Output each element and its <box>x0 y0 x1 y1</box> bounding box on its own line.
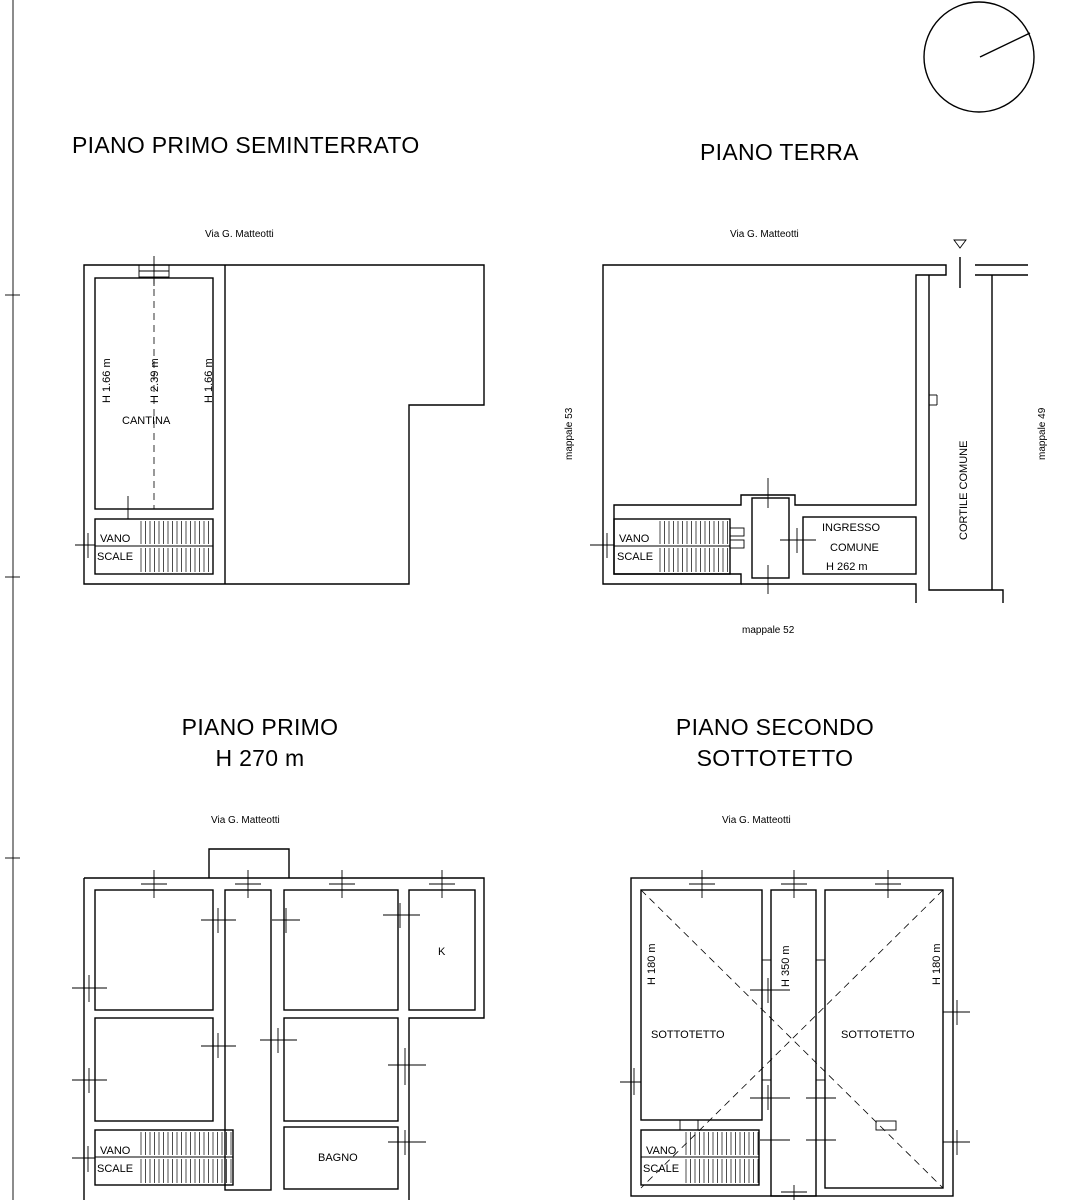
street-label-ground: Via G. Matteotti <box>730 229 799 240</box>
basement-height-left: H 1.66 m <box>101 358 113 403</box>
ground-vano: VANO <box>619 533 650 545</box>
north-arrow-icon <box>924 2 1034 112</box>
plan-ground <box>564 229 1048 636</box>
first-room-kitchen: K <box>438 946 446 958</box>
title-piano-terra: PIANO TERRA <box>700 139 859 165</box>
second-room-right: SOTTOTETTO <box>841 1029 915 1041</box>
second-height-right: H 180 m <box>931 943 943 985</box>
plan-first <box>72 815 484 1200</box>
basement-height-right: H 1.66 m <box>203 358 215 403</box>
title-piano-primo-seminterrato: PIANO PRIMO SEMINTERRATO <box>72 132 420 158</box>
street-label-basement: Via G. Matteotti <box>205 229 274 240</box>
basement-room-cantina: CANTINA <box>122 415 171 427</box>
title-piano-secondo-line1: PIANO SECONDO <box>675 714 875 740</box>
ground-cortile-comune: CORTILE COMUNE <box>958 440 970 540</box>
title-piano-secondo-line2: SOTTOTETTO <box>696 745 854 771</box>
basement-scale: SCALE <box>97 551 134 563</box>
ground-stairs <box>660 521 728 572</box>
second-scale: SCALE <box>643 1163 680 1175</box>
second-stairs <box>686 1132 758 1183</box>
basement-height-mid: H 2.39 m <box>149 358 161 403</box>
first-vano: VANO <box>100 1145 131 1157</box>
ground-scale: SCALE <box>617 551 654 563</box>
ground-mappale-west: mappale 53 <box>564 407 575 460</box>
ground-mappale-east: mappale 49 <box>1037 407 1048 460</box>
plan-second <box>620 815 970 1200</box>
basement-stairs <box>141 521 209 572</box>
second-room-left: SOTTOTETTO <box>651 1029 725 1041</box>
title-piano-primo-line1: PIANO PRIMO <box>181 714 339 740</box>
street-label-first: Via G. Matteotti <box>211 815 280 826</box>
plan-basement <box>75 229 484 584</box>
ground-mappale-south: mappale 52 <box>742 625 795 636</box>
ground-comune-label: COMUNE <box>830 542 879 554</box>
basement-vano: VANO <box>100 533 131 545</box>
ground-ingresso-height: H 262 m <box>826 561 868 573</box>
second-height-mid: H 350 m <box>780 945 792 987</box>
title-piano-primo-height: H 270 m <box>215 745 305 771</box>
first-room-bagno: BAGNO <box>318 1152 358 1164</box>
second-height-left: H 180 m <box>646 943 658 985</box>
first-scale: SCALE <box>97 1163 134 1175</box>
ground-ingresso-label: INGRESSO <box>822 522 881 534</box>
second-vano: VANO <box>646 1145 677 1157</box>
street-label-second: Via G. Matteotti <box>722 815 791 826</box>
sheet-frame <box>5 0 20 1200</box>
first-stairs <box>141 1132 231 1183</box>
